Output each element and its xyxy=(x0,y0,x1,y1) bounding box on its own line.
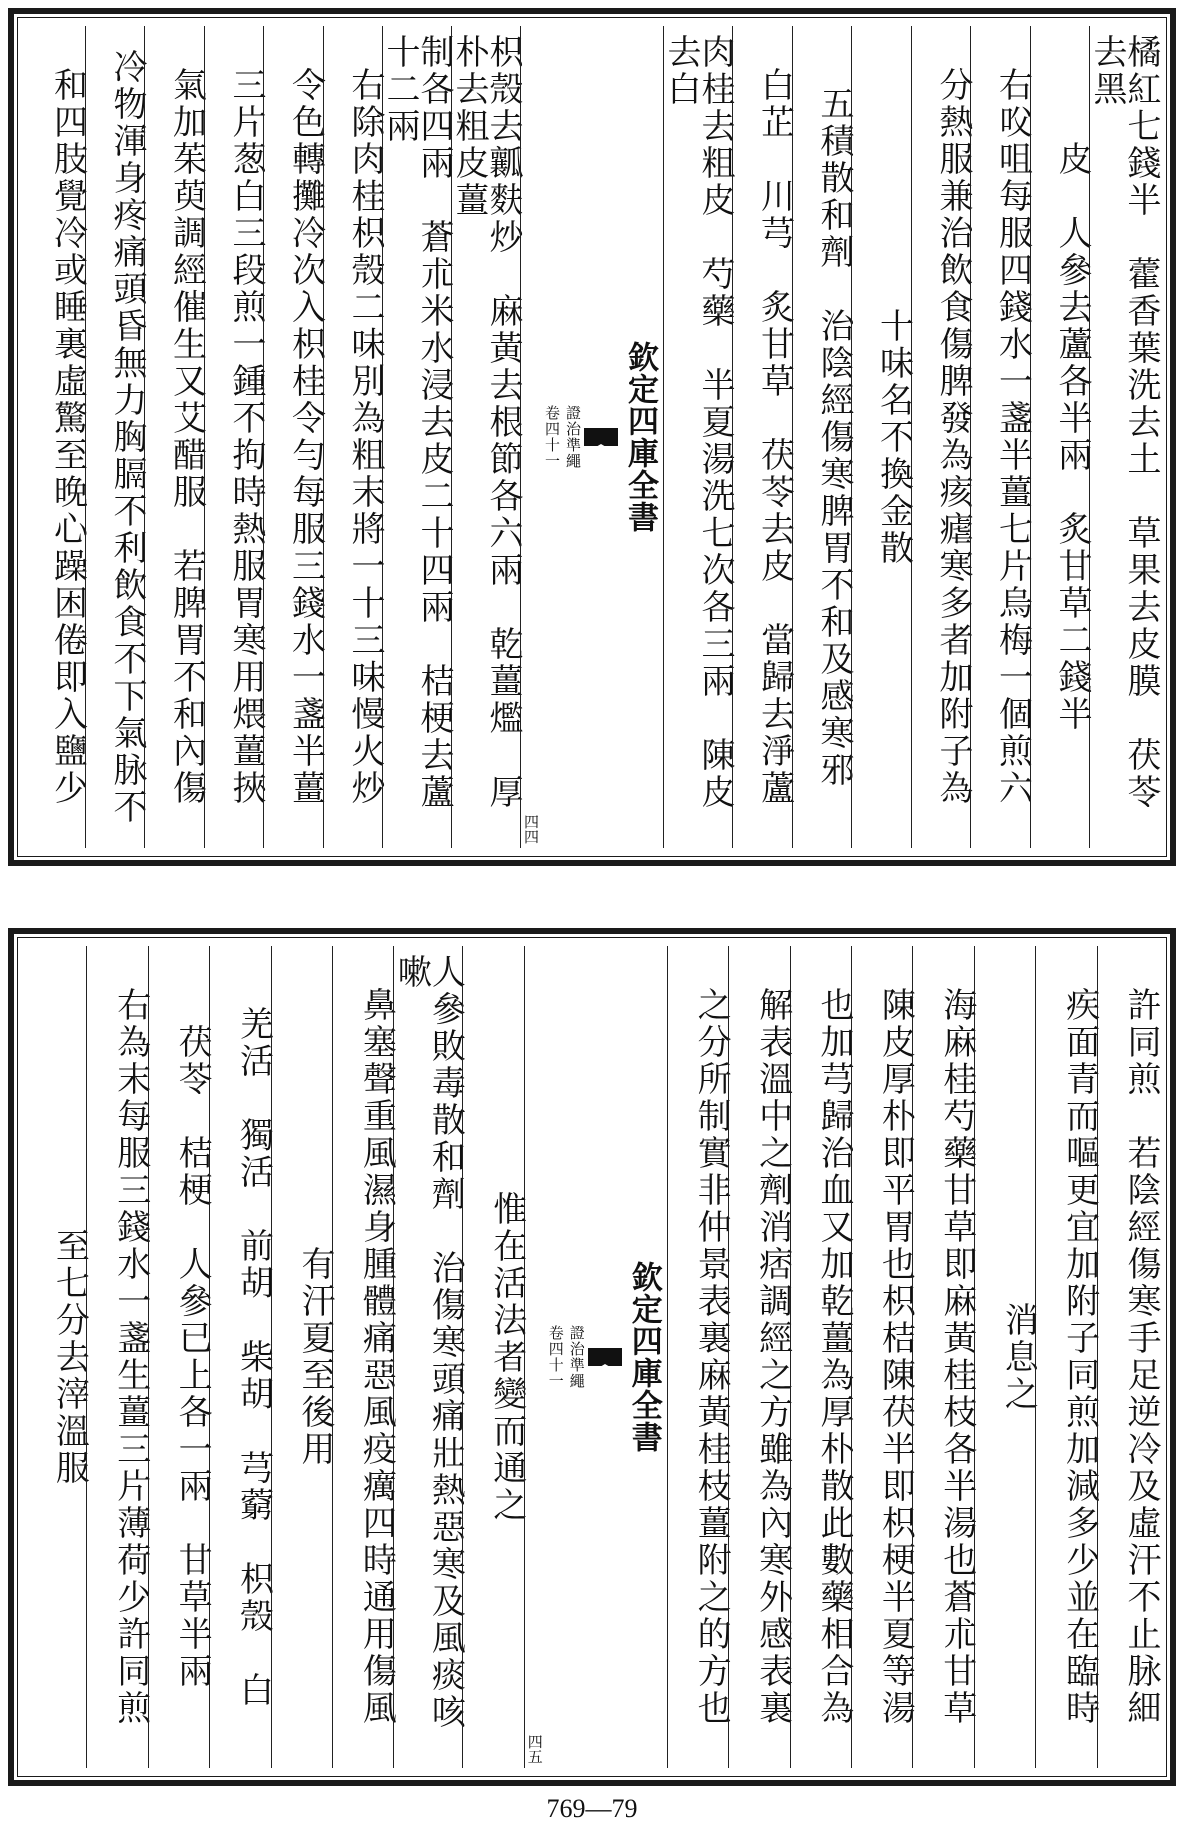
text-column: 枳殼去瓤麩炒 麻黃去根節各六兩 乾薑爁 厚朴去粗皮薑 xyxy=(451,26,520,848)
text-column: 許同煎 若陰經傷寒手足逆冷及虛汗不止脉細 xyxy=(1097,946,1158,1768)
top-page-columns xyxy=(26,26,1161,848)
text-column: 和四肢覺冷或睡裏虛驚至晚心躁困倦即入鹽少 xyxy=(47,67,88,807)
text-column: 三片葱白三段煎一鍾不拘時熱服胃寒用煨薑挾 xyxy=(204,26,264,848)
page-number: 四五 xyxy=(525,1734,544,1764)
text-column: 冷物渾身疼痛頭昏無力胸膈不利飲食不下氣脉不 xyxy=(85,26,145,848)
bottom-page xyxy=(8,928,1176,1786)
text-column: 消息之 xyxy=(974,946,1035,1768)
text-column: 氣加茱萸調經催生又艾醋服 若脾胃不和內傷 xyxy=(144,26,204,848)
text-column: 有汗夏至後用 xyxy=(271,946,332,1768)
text-column: 肉桂去粗皮 芍藥 半夏湯洗七次各三兩 陳皮去白 xyxy=(663,26,732,848)
center-fold-column xyxy=(524,946,667,1768)
volume-number: 卷四十一 xyxy=(546,1325,565,1389)
text-column: 也加芎歸治血又加乾薑為厚朴散此數藥相合為 xyxy=(790,946,851,1768)
fish-tail-mark-icon xyxy=(588,1342,622,1372)
text-column: 分熱服兼治飲食傷脾發為痎瘧寒多者加附子為 xyxy=(911,26,971,848)
text-column: 制各四兩 蒼朮米水浸去皮二十四兩 桔梗去蘆十二兩 xyxy=(382,26,451,848)
page-number: 四四 xyxy=(522,814,540,844)
collection-title: 欽定四庫全書 xyxy=(625,1261,662,1453)
text-column: 疾面青而嘔更宜加附子同煎加減多少並在臨時 xyxy=(1035,946,1096,1768)
text-column: 橘紅七錢半 藿香葉洗去土 草果去皮膜 茯苓去黑 xyxy=(1089,26,1158,848)
text-column: 羌活 獨活 前胡 柴胡 芎藭 枳殼 白 xyxy=(209,946,270,1768)
book-title: 證治準繩 xyxy=(567,1325,586,1389)
bottom-page-columns xyxy=(26,946,1161,1768)
center-fold-column xyxy=(520,26,663,848)
text-column: 海麻桂芍藥甘草即麻黃桂枝各半湯也蒼朮甘草 xyxy=(912,946,973,1768)
collection-title: 欽定四庫全書 xyxy=(622,341,658,533)
text-column: 白芷 川芎 炙甘草 茯苓去皮 當歸去淨蘆 xyxy=(732,26,792,848)
text-column: 解表溫中之劑消痞調經之方雖為內寒外感表裏 xyxy=(728,946,789,1768)
text-column: 令色轉攤冷次入枳桂令勻每服三錢水一盞半薑 xyxy=(263,26,323,848)
text-column: 至七分去滓溫服 xyxy=(49,1227,90,1487)
text-column: 五積散和劑 治陰經傷寒脾胃不和及感寒邪 xyxy=(792,26,852,848)
text-column: 右㕮咀每服四錢水一盞半薑七片烏梅一個煎六 xyxy=(970,26,1030,848)
text-column: 之分所制實非仲景表裏麻黃桂枝薑附之的方也 xyxy=(667,946,728,1768)
text-column: 右為末每服三錢水一盞生薑三片薄荷少許同煎 xyxy=(86,946,147,1768)
top-page xyxy=(8,8,1176,866)
text-column: 鼻塞聲重風濕身腫體痛惡風疫癘四時通用傷風 xyxy=(332,946,393,1768)
text-column: 十味名不換金散 xyxy=(851,26,911,848)
text-column: 惟在活法者變而通之 xyxy=(462,946,523,1768)
book-title: 證治準繩 xyxy=(564,405,582,469)
text-column: 茯苓 桔梗 人參已上各一兩 甘草半兩 xyxy=(148,946,209,1768)
volume-number: 卷四十一 xyxy=(543,405,561,469)
text-column: 右除肉桂枳殼二味別為粗末將一十三味慢火炒 xyxy=(323,26,383,848)
fish-tail-mark-icon xyxy=(584,422,618,452)
text-column: 陳皮厚朴即平胃也枳桔陳茯半即枳梗半夏等湯 xyxy=(851,946,912,1768)
text-column: 皮 人參去蘆各半兩 炙甘草二錢半 xyxy=(1030,26,1090,848)
scan-page-number: 769—79 xyxy=(546,1794,638,1823)
text-column: 人參敗毒散和劑 治傷寒頭痛壯熱惡寒及風痰咳嗽 xyxy=(393,946,462,1768)
